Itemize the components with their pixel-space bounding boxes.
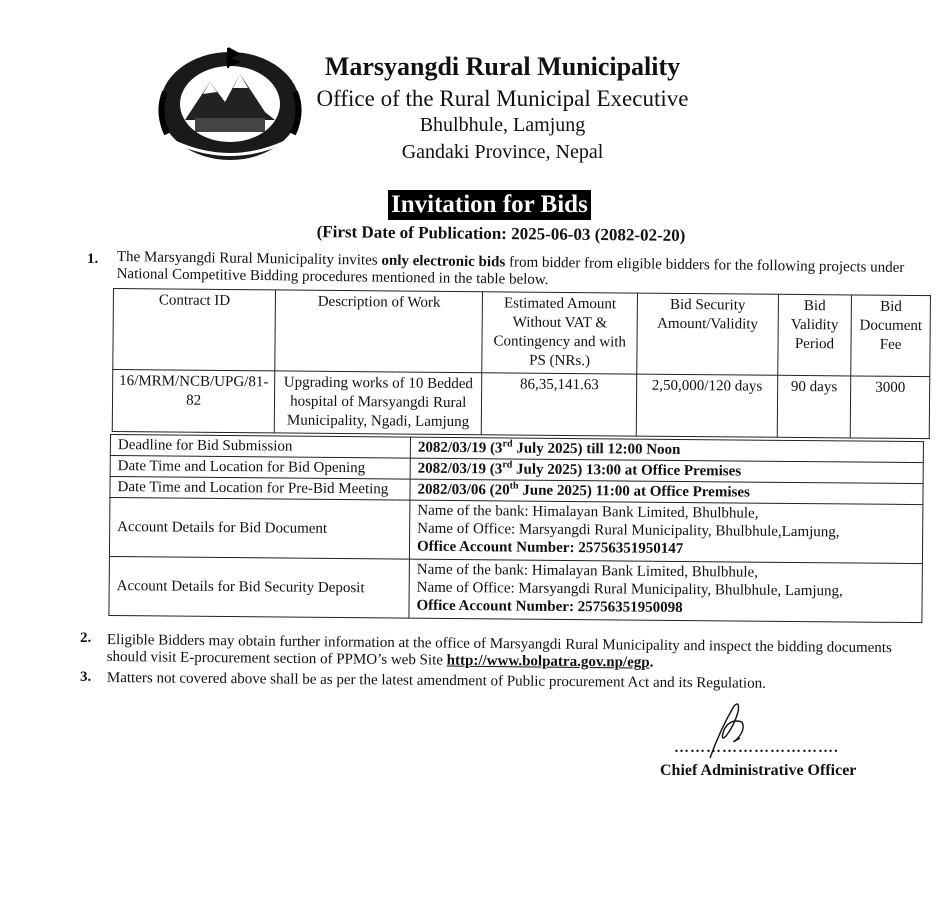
office-location: Bhulbhule, Lamjung	[419, 114, 586, 136]
doc-office-name: Name of Office: Marsyangdi Rural Municipality, Bhulbhule,Lamjung,	[417, 520, 840, 541]
cell-estimated-amount: 86,35,141.63	[481, 373, 636, 436]
paragraph-2	[107, 632, 897, 674]
header-contract-id: Contract ID	[113, 289, 276, 371]
header-bid-validity: Bid Validity Period	[777, 294, 851, 376]
paragraph-2-end: .	[649, 654, 654, 671]
security-account-number: Office Account Number: 25756351950098	[416, 597, 683, 617]
doc-account-number: Office Account Number: 25756351950147	[416, 538, 684, 558]
prebid-date: 2082/03/06 (20	[417, 481, 510, 499]
cell-document-fee: 3000	[851, 376, 930, 439]
prebid-time: June 2025) 11:00 at Office Premises	[518, 482, 750, 501]
opening-label: Date Time and Location for Bid Opening	[110, 456, 410, 480]
prebid-label: Date Time and Location for Pre-Bid Meeting	[110, 477, 410, 501]
signature-line: ………………………….	[674, 740, 839, 756]
bid-table	[112, 288, 931, 439]
publication-date: (First Date of Publication: 2025-06-03 (2082-02-20)	[316, 222, 686, 245]
opening-time: July 2025) 13:00 at Office Premises	[512, 461, 742, 480]
cell-description: Upgrading works of 10 Bedded hospital of Marsyangdi Rural Municipality, Ngadi, Lamjung	[274, 371, 482, 435]
paragraph-1-rest: from bidder from eligible bidders for the following projects under National Competitive Bidding procedures mentioned in the table below.	[116, 254, 905, 289]
paragraph-number-1: 1.	[87, 251, 99, 267]
security-account-label: Account Details for Bid Security Deposit	[109, 556, 410, 618]
deadline-suffix: rd	[502, 438, 513, 450]
cell-bid-validity: 90 days	[777, 375, 851, 438]
header-estimated-amount: Estimated Amount Without VAT & Contingency and with PS (NRs.)	[482, 292, 638, 374]
doc-account-value	[409, 500, 922, 563]
header-description: Description of Work	[275, 290, 483, 373]
municipality-name: Marsyangdi Rural Municipality	[324, 52, 681, 81]
paragraph-1	[117, 249, 907, 294]
officer-title: Chief Administrative Officer	[660, 762, 857, 779]
notice-title: Invitation for Bids	[388, 190, 591, 220]
header-bid-security: Bid Security Amount/Validity	[637, 293, 778, 375]
doc-bank-name: Name of the bank: Himalayan Bank Limited, Bhulbhule,	[417, 502, 759, 522]
paragraph-number-2: 2.	[80, 630, 92, 646]
prebid-suffix: th	[509, 480, 519, 492]
table-row	[109, 556, 922, 622]
cell-bid-security: 2,50,000/120 days	[636, 374, 777, 437]
paragraph-2-text: Eligible Bidders may obtain further information at the office of Marsyangdi Rural Municipality and inspect the bidding documents should visit E-procurement section of PPMO’s web Site	[106, 632, 892, 669]
header-document-fee: Bid Document Fee	[851, 295, 930, 377]
deadline-date: 2082/03/19 (3	[417, 439, 503, 457]
deadline-time: July 2025) till 12:00 Noon	[512, 440, 681, 458]
paragraph-1-intro: The Marsyangdi Rural Municipality invites	[116, 249, 382, 269]
table-row	[112, 370, 930, 439]
doc-account-label: Account Details for Bid Document	[109, 498, 410, 560]
security-office-name: Name of Office: Marsyangdi Rural Municipality, Bhulbhule, Lamjung,	[416, 579, 843, 600]
bid-table-header-row	[113, 289, 931, 377]
deadline-label: Deadline for Bid Submission	[110, 435, 410, 459]
office-name: Office of the Rural Municipal Executive	[316, 86, 689, 111]
paragraph-number-3: 3.	[80, 669, 92, 685]
cell-contract-id: 16/MRM/NCB/UPG/81-82	[112, 370, 275, 433]
paragraph-1-emphasis: only electronic bids	[381, 252, 506, 271]
province: Gandaki Province, Nepal	[401, 141, 604, 163]
opening-suffix: rd	[502, 459, 513, 471]
paragraph-3: Matters not covered above shall be as per the latest amendment of Public procurement Act and its Regulation.	[106, 670, 766, 692]
notice-title-box	[388, 190, 591, 220]
egp-link[interactable]: http://www.bolpatra.gov.np/egp	[446, 652, 650, 671]
details-table	[108, 434, 924, 623]
security-bank-name: Name of the bank: Himalayan Bank Limited, Bhulbhule,	[416, 561, 759, 581]
opening-date: 2082/03/19 (3	[417, 460, 503, 478]
nepal-emblem-icon	[155, 42, 305, 164]
security-account-value	[409, 559, 922, 622]
table-row	[109, 498, 922, 564]
